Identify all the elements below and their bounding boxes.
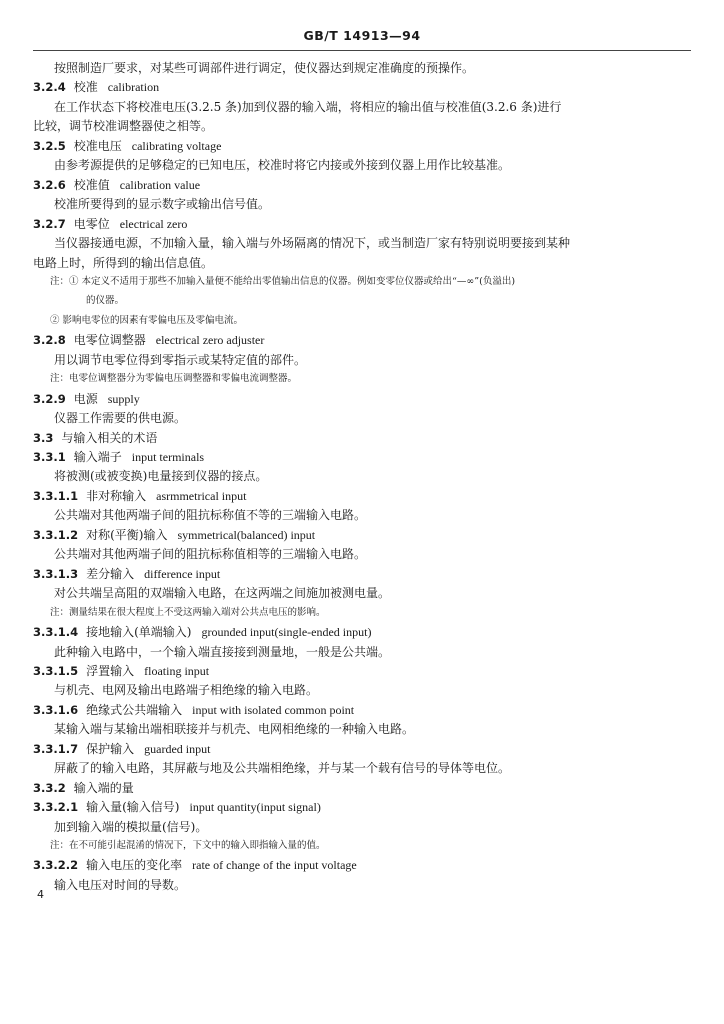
- section-title: 输入端的量: [73, 781, 134, 795]
- paragraph-line: 按照制造厂要求，对某些可调部件进行调定，使仪器达到规定准确度的预操作。: [54, 61, 475, 75]
- section-heading: [33, 624, 371, 640]
- section-heading: [33, 332, 264, 348]
- section-number: 3.3.1.6: [33, 703, 79, 717]
- header-rule: [33, 50, 691, 51]
- section-number: 3.3.2: [33, 781, 66, 795]
- section-number: 3.2.6: [33, 178, 66, 192]
- section-heading: [33, 702, 354, 718]
- paragraph-line: 比较，调节校准调整器使之相等。: [33, 119, 214, 133]
- section-title-english: rate of change of the input voltage: [192, 858, 357, 872]
- section-title-english: calibrating voltage: [131, 139, 222, 153]
- section-number: 3.2.7: [33, 217, 66, 231]
- note-line: 注：电零位调整器分为零偏电压调整器和零偏电流调整器。: [50, 373, 298, 384]
- paragraph-line: 屏蔽了的输入电路，其屏蔽与地及公共端相绝缘，并与某一个载有信号的导体等电位。: [54, 761, 511, 775]
- section-number: 3.2.4: [33, 80, 66, 94]
- note-line: 注：在不可能引起混淆的情况下，下文中的输入即指输入量的值。: [50, 840, 326, 851]
- section-heading: [33, 780, 134, 796]
- section-title-english: grounded input(single-ended input): [201, 625, 372, 639]
- section-heading: [33, 79, 159, 95]
- section-title: 校准值: [73, 178, 110, 192]
- paragraph-line: 某输入端与某输出端相联接并与机壳、电网相绝缘的一种输入电路。: [54, 722, 415, 736]
- section-title-english: electrical zero: [119, 217, 188, 231]
- section-number: 3.3.1.4: [33, 625, 79, 639]
- note-line: 注：① 本定义不适用于那些不加输入量便不能给出零值输出信息的仪器。例如变零位仪器或给出“—∞”(负溢出): [50, 276, 516, 287]
- section-heading: [33, 138, 221, 154]
- paragraph-line: 对公共端呈高阻的双端输入电路，在这两端之间施加被测电量。: [54, 586, 391, 600]
- page-number: 4: [37, 888, 44, 901]
- section-number: 3.3: [33, 431, 54, 445]
- section-number: 3.2.8: [33, 333, 66, 347]
- paragraph-line: 此种输入电路中，一个输入端直接接到测量地，一般是公共端。: [54, 645, 391, 659]
- section-title: 输入电压的变化率: [86, 858, 183, 872]
- note-line: ② 影响电零位的因素有零偏电压及零偏电流。: [50, 315, 244, 326]
- section-heading: [33, 449, 204, 465]
- section-title-english: electrical zero adjuster: [155, 333, 265, 347]
- section-heading: [33, 799, 321, 815]
- section-heading: [33, 566, 220, 582]
- section-number: 3.2.9: [33, 392, 66, 406]
- section-title-english: calibration value: [119, 178, 201, 192]
- note-line: 的仪器。: [86, 295, 125, 306]
- section-number: 3.3.1.3: [33, 567, 79, 581]
- section-title: 非对称输入: [86, 489, 147, 503]
- section-heading: [33, 527, 315, 543]
- section-heading: [33, 430, 157, 446]
- section-number: 3.3.2.1: [33, 800, 79, 814]
- section-number: 3.3.1.7: [33, 742, 79, 756]
- section-number: 3.3.2.2: [33, 858, 79, 872]
- section-title: 电零位: [73, 217, 110, 231]
- section-title-english: difference input: [144, 567, 221, 581]
- section-title-english: input quantity(input signal): [189, 800, 321, 814]
- paragraph-line: 仪器工作需要的供电源。: [54, 411, 187, 425]
- section-heading: [33, 488, 246, 504]
- section-title: 电源: [73, 392, 98, 406]
- section-number: 3.3.1.1: [33, 489, 79, 503]
- paragraph-line: 与机壳、电网及输出电路端子相绝缘的输入电路。: [54, 683, 319, 697]
- section-title-english: asrmmetrical input: [156, 489, 247, 503]
- section-title-english: guarded input: [144, 742, 211, 756]
- paragraph-line: 由参考源提供的足够稳定的已知电压，校准时将它内接或外接到仪器上用作比较基准。: [54, 158, 511, 172]
- section-title: 接地输入(单端输入): [86, 625, 192, 639]
- section-heading: [33, 741, 210, 757]
- paragraph-line: 用以调节电零位得到零指示或某特定值的部件。: [54, 353, 307, 367]
- section-heading: [33, 177, 200, 193]
- section-title: 与输入相关的术语: [61, 431, 158, 445]
- section-title: 输入端子: [73, 450, 122, 464]
- section-title: 保护输入: [86, 742, 135, 756]
- section-title: 绝缘式公共端输入: [86, 703, 183, 717]
- section-title: 差分输入: [86, 567, 135, 581]
- paragraph-line: 校准所要得到的显示数字或输出信号值。: [54, 197, 271, 211]
- note-line: 注：测量结果在很大程度上不受这两输入端对公共点电压的影响。: [50, 607, 326, 618]
- section-number: 3.3.1.2: [33, 528, 79, 542]
- section-number: 3.2.5: [33, 139, 66, 153]
- section-title-english: calibration: [107, 80, 160, 94]
- standard-code-header: GB/T 14913—94: [303, 28, 421, 43]
- section-title-english: supply: [107, 392, 140, 406]
- section-title-english: input with isolated common point: [192, 703, 355, 717]
- section-title: 对称(平衡)输入: [86, 528, 168, 542]
- paragraph-line: 将被测(或被变换)电量接到仪器的接点。: [54, 469, 268, 483]
- paragraph-line: 加到输入端的模拟量(信号)。: [54, 820, 208, 834]
- section-number: 3.3.1.5: [33, 664, 79, 678]
- section-title: 校准: [73, 80, 98, 94]
- paragraph-line: 电路上时，所得到的输出信息值。: [33, 256, 214, 270]
- section-title-english: floating input: [144, 664, 210, 678]
- section-title: 浮置输入: [86, 664, 135, 678]
- section-heading: [33, 663, 209, 679]
- section-title: 校准电压: [73, 139, 122, 153]
- paragraph-line: 公共端对其他两端子间的阻抗标称值不等的三端输入电路。: [54, 508, 367, 522]
- section-heading: [33, 391, 140, 407]
- section-title-english: input terminals: [131, 450, 205, 464]
- paragraph-line: 当仪器接通电源，不加输入量，输入端与外场隔离的情况下，或当制造厂家有特别说明要接到某种: [54, 236, 571, 250]
- paragraph-line: 输入电压对时间的导数。: [54, 878, 187, 892]
- section-title: 电零位调整器: [73, 333, 146, 347]
- section-heading: [33, 857, 357, 873]
- section-title-english: symmetrical(balanced) input: [177, 528, 316, 542]
- paragraph-line: 在工作状态下将校准电压(3.2.5 条)加到仪器的输入端，将相应的输出值与校准值(3.2.6 条)进行: [54, 100, 562, 114]
- paragraph-line: 公共端对其他两端子间的阻抗标称值相等的三端输入电路。: [54, 547, 367, 561]
- section-number: 3.3.1: [33, 450, 66, 464]
- section-title: 输入量(输入信号): [86, 800, 180, 814]
- section-heading: [33, 216, 187, 232]
